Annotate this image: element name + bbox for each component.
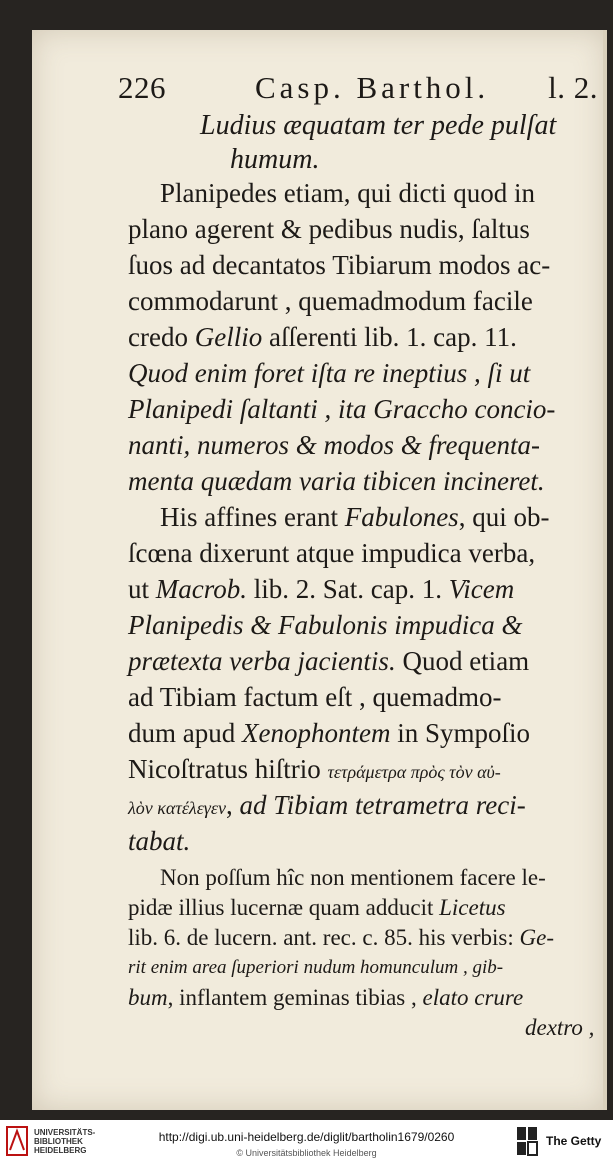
text-line: λὸν κατέλεγεν, ad Tibiam tetrametra reci-: [128, 790, 526, 820]
text-line: credo Gellio aſſerenti lib. 1. cap. 11.: [128, 322, 517, 352]
text-line: plano agerent & pedibus nudis, ſaltus: [128, 214, 530, 244]
text-line: Planipedes etiam, qui dicti quod in: [160, 178, 535, 208]
text-line: His affines erant Fabulones, qui ob-: [160, 502, 550, 532]
text-line: tabat.: [128, 826, 191, 856]
text-line: dum apud Xenophontem in Sympoſio: [128, 718, 530, 748]
text-line: ad Tibiam factum eſt , quemadmo-: [128, 682, 502, 712]
text-line: Quod enim foret iſta re ineptius , ſi ut: [128, 358, 531, 388]
note-line: Non poſſum hîc non mentionem facere le-: [160, 865, 546, 890]
text-line: commodarunt , quemadmodum facile: [128, 286, 533, 316]
library-logo-text: UNIVERSITÄTS- BIBLIOTHEK HEIDELBERG: [34, 1128, 96, 1155]
running-title: Casp. Barthol.: [254, 70, 490, 105]
note-line: lib. 6. de lucern. ant. rec. c. 85. his verbis: Ge-: [128, 925, 555, 950]
text-line: menta quædam varia tibicen incineret.: [128, 466, 545, 496]
text-line: Planipedi ſaltanti , ita Graccho concio-: [128, 394, 556, 424]
text-line: ſuos ad decantatos Tibiarum modos ac-: [128, 250, 551, 280]
text-line: ut Macrob. lib. 2. Sat. cap. 1. Vicem: [128, 574, 515, 604]
text-line: Planipedis & Fabulonis impudica &: [128, 610, 523, 640]
text-line: nanti, numeros & modos & frequenta-: [128, 430, 540, 460]
copyright-notice: © Universitätsbibliothek Heidelberg: [236, 1148, 377, 1158]
running-head: [118, 70, 598, 106]
getty-label: The Getty: [546, 1134, 602, 1148]
note-line: pidæ illius lucernæ quam adducit Licetus: [128, 895, 506, 920]
note-line: rit enim area ſuperiori nudum homunculum , gib-: [128, 957, 504, 978]
book-reference: l. 2.: [548, 70, 598, 105]
page-edge: [603, 30, 607, 1110]
text-line: ſcœna dixerunt atque impudica verba,: [128, 538, 536, 568]
note-line: dextro ,: [525, 1015, 595, 1040]
note-line: bum, inflantem geminas tibias , elato crure: [128, 985, 524, 1010]
getty-logo-icon: [516, 1126, 538, 1156]
text-line: prætexta verba jacientis. Quod etiam: [128, 646, 530, 676]
verse-line: humum.: [230, 144, 320, 175]
source-url-link[interactable]: http://digi.ub.uni-heidelberg.de/diglit/bartholin1679/0260: [158, 1130, 455, 1144]
page-number: 226: [118, 70, 166, 105]
footer-bar: [0, 1120, 613, 1164]
text-line: Nicoſtratus hiſtrio τετράμετρα πρὸς τὸν αὐ-: [128, 754, 501, 784]
verse-line: Ludius æquatam ter pede pulſat: [200, 110, 557, 141]
